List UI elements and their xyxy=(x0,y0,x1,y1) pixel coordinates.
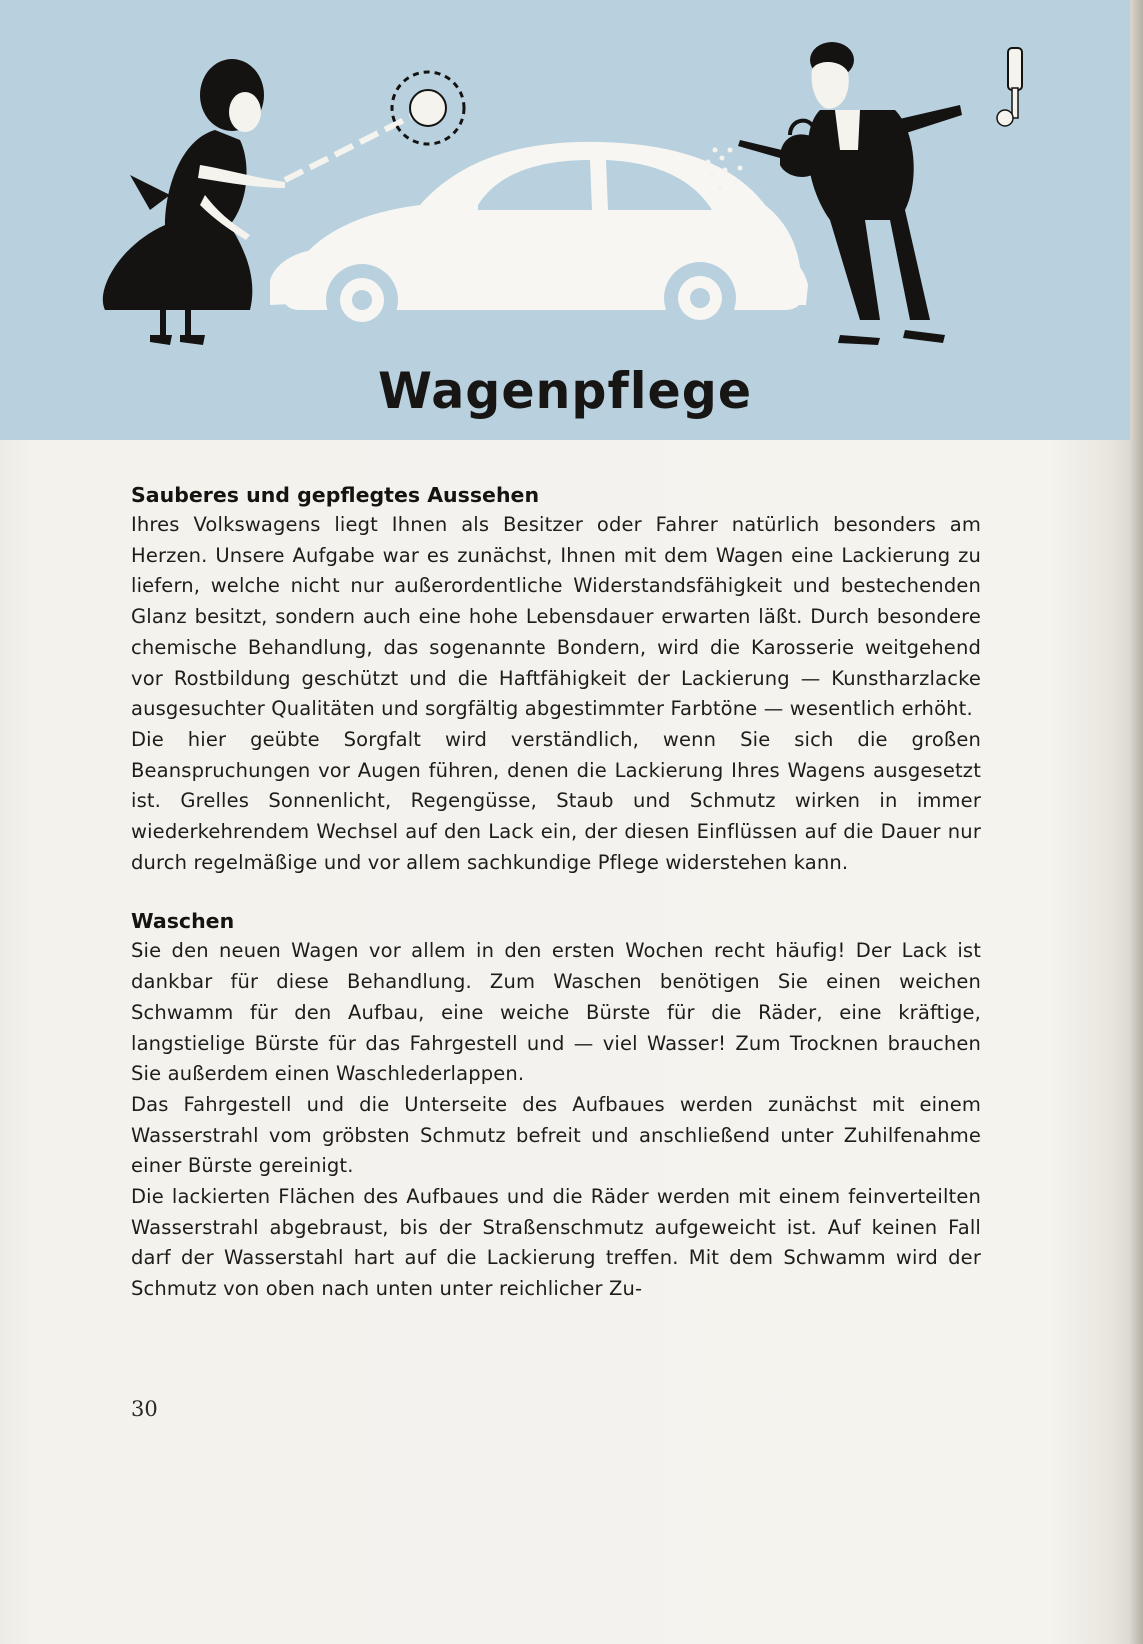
paragraph: Das Fahrgestell und die Unterseite des Aufbaues werden zunächst mit einem Wasserstrahl vom gröbsten Schmutz befreit und anschließend unter Zuhilfenahme einer Bürste gereinigt. xyxy=(131,1092,981,1178)
paragraph: Ihres Volkswagens liegt Ihnen als Besitzer oder Fahrer natürlich besonders am Herzen. Unsere Aufgabe war es zunächst, Ihnen mit dem Wagen eine Lackierung zu liefern, welche nicht nur außerordentliche Widerstandsfähigkeit und bestechenden Glanz besitzt, sondern auch eine hohe Lebensdauer erwarten läßt. Durch besondere chemische Behandlung, das sogenannte Bondern, wird die Karosserie weitgehend vor Rostbildung geschützt und die Haftfähigkeit der Lackierung — Kunstharzlacke ausgesuchter Qualitäten und sorgfältig abgestimmter Farbtöne — wesentlich erhöht. xyxy=(131,513,981,721)
paragraph: Die lackierten Flächen des Aufbaues und die Räder werden mit einem feinverteilten Wasserstrahl abgebraust, bis der Straßenschmutz aufgeweicht ist. Auf keinen Fall darf der Wasserstahl hart auf die Lackierung treffen. Mit dem Schwamm wird der Schmutz von oben nach unten unter reichlicher Zu- xyxy=(131,1185,981,1301)
page-edge-shadow xyxy=(1129,0,1143,1644)
paragraph: Die hier geübte Sorgfalt wird verständlich, wenn Sie sich die großen Beanspruchungen vor Augen führen, denen die Lackierung Ihres Wagens ausgesetzt ist. Grelles Sonnenlicht, Regengüsse, Staub und Schmutz wirken in immer wiederkehrendem Wechsel auf den Lack ein, der diesen Einflüssen auf die Dauer nur durch regelmäßige und vor allem sachkundige Pflege widerstehen kann. xyxy=(131,727,981,874)
watering-can-icon xyxy=(738,121,815,177)
main-content xyxy=(131,480,981,1305)
section-appearance xyxy=(131,480,981,878)
page-number: 30 xyxy=(131,1397,158,1421)
section-heading: Waschen xyxy=(131,909,235,934)
section-washing xyxy=(131,906,981,1304)
duster-icon xyxy=(285,72,464,180)
header-banner xyxy=(0,0,1130,440)
section-heading: Sauberes und gepflegtes Aussehen xyxy=(131,483,540,507)
paragraph: Sie den neuen Wagen vor allem in den ersten Wochen recht häufig! Der Lack ist dankbar für diese Behandlung. Zum Waschen benötigen Sie einen weichen Schwamm für den Aufbau, eine weiche Bürste für die Räder, eine kräftige, langstielige Bürste für das Fahrgestell und — viel Wasser! Zum Trocknen brauchen Sie außerdem einen Waschlederlappen. xyxy=(131,939,981,1086)
woman-face xyxy=(229,92,261,132)
brush-icon xyxy=(997,48,1022,126)
page-title: Wagenpflege xyxy=(377,362,753,420)
